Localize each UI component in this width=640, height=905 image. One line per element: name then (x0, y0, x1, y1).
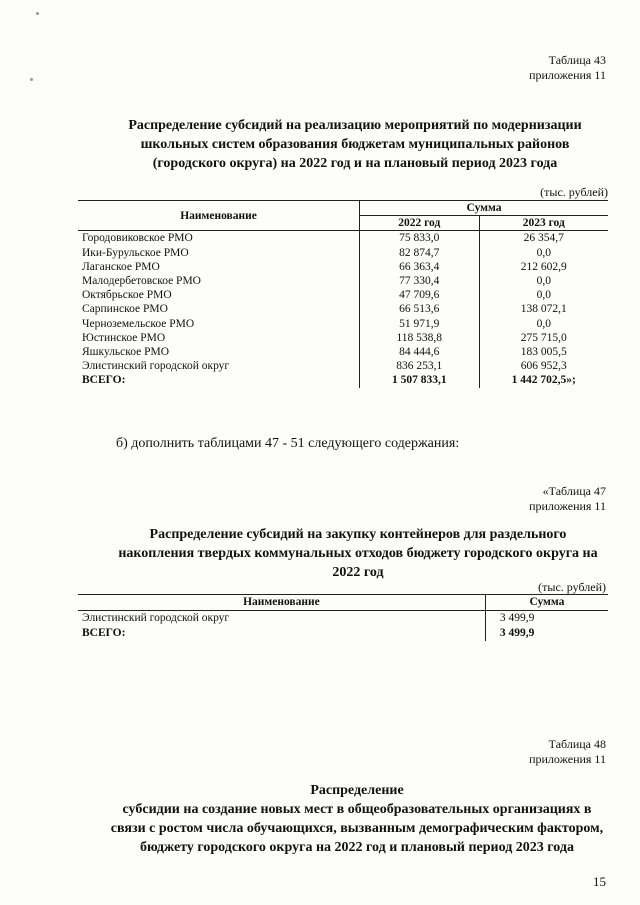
row-value-2022: 77 330,4 (360, 274, 479, 288)
table48-caption (406, 737, 606, 767)
column-header-2022: 2022 год (360, 216, 479, 231)
column-header-name: Наименование (78, 595, 485, 611)
total-value-2022: 1 507 833,1 (360, 373, 479, 387)
row-value-2023: 212 602,9 (479, 260, 608, 274)
scan-mark (36, 12, 39, 15)
column-header-sum: Сумма (360, 201, 608, 216)
row-value-2022: 82 874,7 (360, 246, 479, 260)
title-line: связи с ростом числа обучающихся, вызванным демографическим фактором, (110, 821, 604, 836)
column-header-name: Наименование (78, 201, 360, 231)
title-line: Распределение (310, 783, 404, 798)
page-number: 15 (593, 874, 606, 889)
row-value-2022: 118 538,8 (360, 331, 479, 345)
row-sum: 3 499,9 (485, 611, 608, 627)
table43-caption (406, 53, 606, 83)
row-value-2023: 606 952,3 (479, 359, 608, 373)
row-value-2022: 836 253,1 (360, 359, 479, 373)
column-header-2023: 2023 год (479, 216, 608, 231)
row-value-2022: 66 513,6 (360, 302, 479, 316)
row-value-2023: 0,0 (479, 274, 608, 288)
row-name: Малодербетовское РМО (82, 275, 201, 288)
total-value-2023: 1 442 702,5»; (479, 373, 608, 387)
caption-line: приложения 11 (529, 752, 606, 766)
table-row (78, 231, 608, 246)
caption-line: Таблица 48 (548, 737, 606, 751)
row-value-2023: 275 715,0 (479, 331, 608, 345)
title-line: (городского округа) на 2022 год и на плановый период 2023 года (152, 156, 558, 171)
scan-mark (30, 78, 33, 81)
table-row (78, 246, 608, 260)
table43-units: (тыс. рублей) (540, 185, 608, 199)
row-value-2023: 0,0 (479, 246, 608, 260)
total-row (78, 373, 608, 387)
table-row (78, 260, 608, 274)
row-value-2023: 183 005,5 (479, 345, 608, 359)
body-paragraph: б) дополнить таблицами 47 - 51 следующего содержания: (116, 436, 460, 451)
total-sum: 3 499,9 (485, 626, 608, 641)
row-value-2023: 0,0 (479, 288, 608, 302)
table-row (78, 274, 608, 288)
table-row (78, 359, 608, 373)
table47-caption (406, 484, 606, 514)
table43-title (90, 116, 620, 173)
row-name: Лаганское РМО (82, 260, 160, 273)
title-line: 2022 год (332, 565, 384, 580)
row-name: Яшкульское РМО (82, 346, 170, 359)
title-line: накопления твердых коммунальных отходов бюджету городского округа на (118, 546, 598, 561)
table-row (78, 331, 608, 345)
title-line: бюджету городского округа на 2022 год и плановый период 2023 года (140, 840, 574, 855)
title-line: школьных систем образования бюджетам муниципальных районов (140, 137, 570, 152)
row-value-2022: 66 363,4 (360, 260, 479, 274)
table48-title (74, 781, 640, 857)
row-value-2023: 0,0 (479, 317, 608, 331)
row-value-2022: 47 709,6 (360, 288, 479, 302)
row-name: Юстинское РМО (82, 331, 166, 344)
title-line: Распределение субсидий на реализацию мероприятий по модернизации (128, 118, 582, 133)
caption-line: приложения 11 (529, 499, 606, 513)
caption-line: «Таблица 47 (542, 484, 606, 498)
row-value-2022: 84 444,6 (360, 345, 479, 359)
row-name: Октябрьское РМО (82, 289, 172, 302)
table-row (78, 302, 608, 316)
caption-line: Таблица 43 (548, 53, 606, 67)
row-value-2023: 138 072,1 (479, 302, 608, 316)
total-row (78, 626, 608, 641)
title-line: Распределение субсидий на закупку контейнеров для раздельного (149, 527, 567, 542)
total-label: ВСЕГО: (82, 627, 126, 639)
table-row (78, 345, 608, 359)
row-name: Элистинский городской округ (82, 612, 230, 624)
row-value-2023: 26 354,7 (479, 231, 608, 246)
row-name: Ики-Бурульское РМО (82, 246, 189, 259)
column-header-sum: Сумма (485, 595, 608, 611)
table-row (78, 611, 608, 627)
row-name: Черноземельское РМО (82, 317, 195, 330)
table47-units: (тыс. рублей) (538, 580, 606, 594)
row-name: Городовиковское РМО (82, 232, 193, 245)
table47 (78, 594, 608, 641)
row-name: Элистинский городской округ (82, 360, 230, 373)
row-value-2022: 75 833,0 (360, 231, 479, 246)
title-line: субсидии на создание новых мест в общеобразовательных организациях в (122, 802, 592, 817)
total-label: ВСЕГО: (82, 374, 126, 387)
caption-line: приложения 11 (529, 68, 606, 82)
row-name: Сарпинское РМО (82, 303, 168, 316)
row-value-2022: 51 971,9 (360, 317, 479, 331)
table-row (78, 288, 608, 302)
table-row (78, 317, 608, 331)
table43 (78, 200, 608, 388)
table47-title (78, 525, 638, 582)
